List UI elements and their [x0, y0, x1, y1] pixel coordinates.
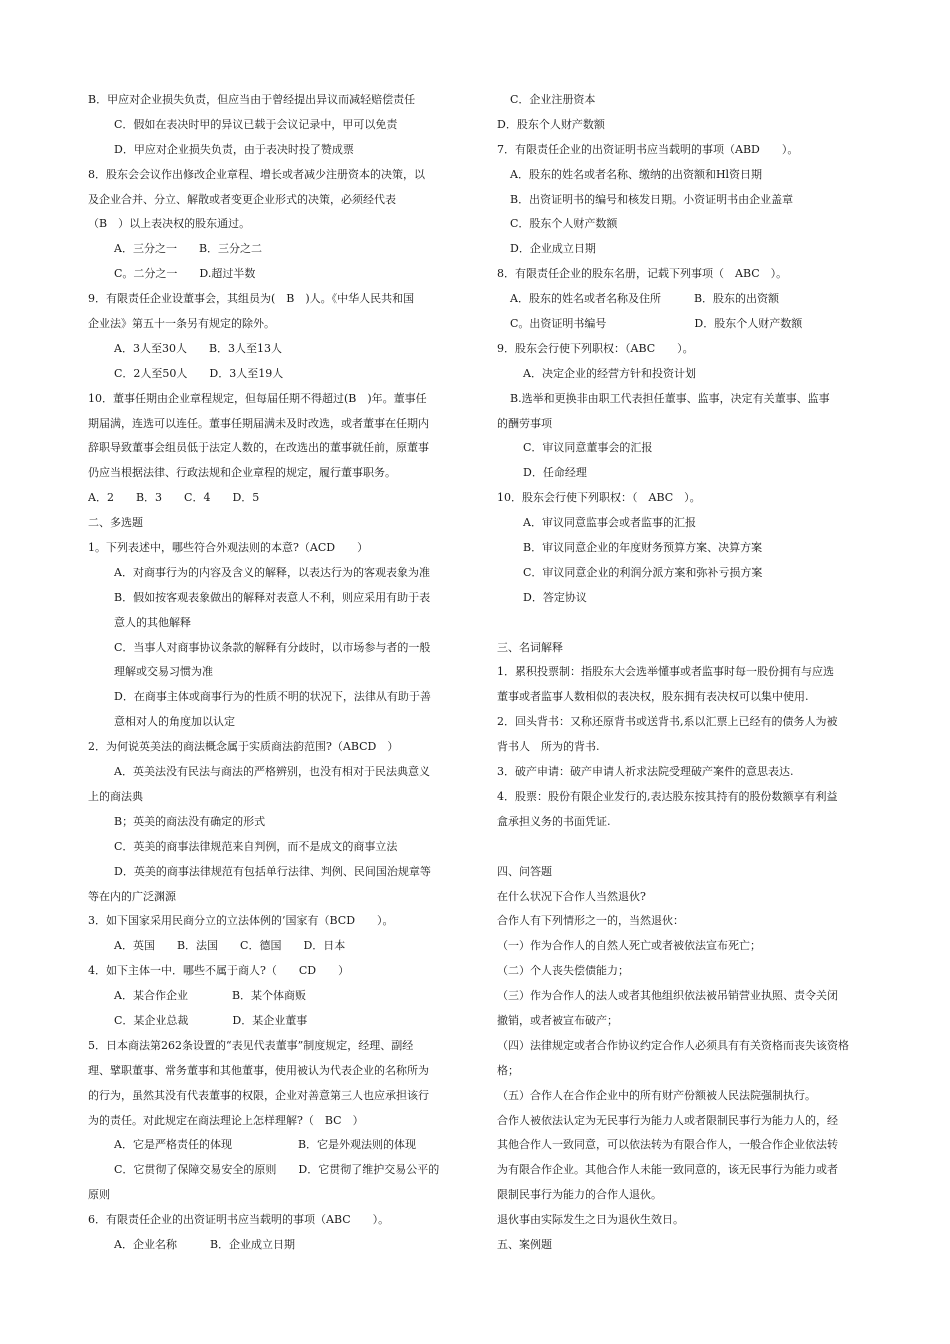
text-line: B．甲应对企业损失负责，但应当由于曾经提出异议而减轻赔偿责任	[88, 93, 416, 106]
text-line: D．在商事主体或商事行为的性质不明的状况下，法律从有助于善	[114, 690, 431, 704]
text-line: 仍应当根据法律、行政法规和企业章程的规定，履行董事职务。	[88, 466, 396, 480]
text-line: 原则	[88, 1188, 110, 1202]
text-line: 2．为何说英美法的商法概念属于实质商法韵范围?（ABCD ）	[88, 740, 399, 754]
text-line: 背书人 所为的背书.	[497, 740, 600, 754]
text-line: C．2人至50人 D．3人至19人	[114, 366, 284, 380]
text-line: 四、问答题	[497, 864, 552, 878]
text-line: A．英国 B．法国 C．德国 D．日本	[114, 939, 346, 953]
text-line: （三）作为合作人的法人或者其他组织依法被吊销营业执照、责令关闭	[497, 989, 838, 1003]
text-line: 格；	[497, 1063, 519, 1077]
right-column	[497, 88, 872, 1258]
text-line: A．股东的姓名或者名称及住所 B．股东的出资额	[510, 292, 780, 306]
text-line: C。二分之一 D.超过半数	[114, 267, 256, 281]
text-line: C．审议同意董事会的汇报	[523, 441, 653, 455]
text-line: 7．有限责任企业的出资证明书应当载明的事项（ABD ）。	[497, 142, 799, 156]
text-line: A．2 B．3 C．4 D．5	[88, 491, 260, 505]
text-line	[497, 611, 872, 636]
text-line: 9．有限责任企业设董事会，其组员为( B )人。《中华人民共和国	[88, 292, 415, 306]
text-line: 1．累积投票制：指股东大会选举懂事或者监事时每一股份拥有与应选	[497, 665, 834, 679]
left-column	[88, 88, 466, 1258]
text-line: 3．如下国家采用民商分立的立法体例的’国家有（BCD ）。	[88, 914, 394, 928]
text-line: B．审议同意企业的年度财务预算方案、决算方案	[523, 541, 763, 555]
text-line: 退伙事由实际发生之日为退伙生效日。	[497, 1213, 684, 1227]
text-line: D．股东个人财产数额	[497, 117, 605, 131]
text-line: 意相对人的角度加以认定	[114, 715, 235, 729]
text-line: 盒承担义务的书面凭证.	[497, 814, 611, 828]
text-line: C．假如在表决时甲的异议已载于会议记录中，甲可以免责	[114, 117, 398, 131]
text-line: A．3人至30人 B．3人至13人	[114, 341, 283, 355]
text-line: 为的责任。对此规定在商法理论上怎样理解?（ BC ）	[88, 1113, 364, 1127]
text-line: （五）合作人在合作企业中的所有财产份额被人民法院强制执行。	[497, 1088, 816, 1102]
text-line: 合作人有下列情形之一的，当然退伙：	[497, 914, 684, 928]
text-line: 理解或交易习惯为准	[114, 665, 213, 679]
text-line: （二）个人丧失偿债能力；	[497, 964, 629, 978]
text-line: B.选举和更换非由职工代表担任董事、监事，决定有关董事、监事	[510, 391, 830, 405]
text-line: 在什么状况下合作人当然退伙?	[497, 889, 646, 903]
text-line: （四）法律规定或者合作协议约定合作人必须具有有关资格而丧失该资格	[497, 1038, 849, 1052]
text-line: 为有限合作企业。其他合作人未能一致同意的，该无民事行为能力或者	[497, 1163, 838, 1177]
text-line: 意人的其他解释	[114, 615, 191, 629]
text-line: C．它贯彻了保障交易安全的原则 D．它贯彻了维护交易公平的	[114, 1163, 440, 1177]
text-line: A．决定企业的经营方针和投资计划	[523, 366, 696, 380]
text-line: B．出资证明书的编号和核发日期。小资证明书由企业盖章	[510, 192, 794, 206]
text-line: 5．日本商法第262条设置的“表见代表董事”制度规定，经理、副经	[88, 1038, 414, 1052]
text-line: D．甲应对企业损失负责，由于表决时投了赞成票	[114, 142, 354, 156]
text-line: 上的商法典	[88, 789, 143, 803]
text-line: C．企业注册资本	[510, 93, 596, 106]
text-line: C．英美的商事法律规范来自判例，而不是成文的商事立法	[114, 839, 398, 853]
text-line: 理、擘职董事、常务董事和其他董事，使用被认为代表企业的名称所为	[88, 1063, 429, 1077]
text-line: 五、案例题	[497, 1237, 552, 1251]
text-line: 10．董事任期由企业章程规定，但每届任期不得超过(B )年。董事任	[88, 391, 427, 405]
text-line: 撤销，或者被宣布破产；	[497, 1013, 618, 1027]
text-line: 限制民事行为能力的合作人退伙。	[497, 1188, 662, 1202]
text-line: C．当事人对商事协议条款的解释有分歧时，以市场参与者的一般	[114, 640, 431, 654]
text-line: 2．回头背书：又称还原背书或送背书,系以汇票上已经有的债务人为被	[497, 715, 838, 729]
text-line: 4．如下主体一中．哪些不属于商人?（ CD ）	[88, 964, 350, 978]
text-line: 的酬劳事项	[497, 416, 552, 430]
text-line: A．股东的姓名或者名称、缴纳的出资额和Hl资日期	[510, 167, 763, 181]
text-line: D．英美的商事法律规范有包括单行法律、判例、民间国治规章等	[114, 864, 431, 878]
text-line: A．三分之一 B．三分之二	[114, 242, 263, 256]
text-line: 9．股东会行使下列职权：（ABC ）。	[497, 341, 694, 355]
text-line: 3．破产申请：破产申请人祈求法院受理破产案件的意思表达.	[497, 765, 794, 779]
text-line: B．假如按客观表象做出的解释对表意人不利，则应采用有助于表	[114, 590, 431, 604]
text-line: 8．有限责任企业的股东名册，记载下列事项（ ABC ）。	[497, 267, 788, 281]
text-line: 10．股东会行使下列职权：（ ABC ）。	[497, 491, 701, 505]
text-line: 及企业合并、分立、解散或者变更企业形式的决策，必须经代表	[88, 192, 396, 206]
text-line: D．任命经理	[523, 466, 587, 480]
text-line: 合作人被依法认定为无民事行为能力人或者限制民事行为能力人的，经	[497, 1113, 838, 1127]
text-line	[497, 835, 872, 860]
text-line: 等在内的广泛渊源	[88, 889, 176, 903]
text-line: C．某企业总裁 D．某企业董事	[114, 1013, 308, 1027]
text-line: A．企业名称 B．企业成立日期	[114, 1237, 296, 1251]
text-line: C．股东个人财产数额	[510, 217, 618, 231]
text-line: C．审议同意企业的利润分派方案和弥补亏损方案	[523, 565, 763, 579]
text-line: A．对商事行为的内容及含义的解释，以表达行为的客观表象为准	[114, 565, 430, 579]
text-line: A．它是严格责任的体现 B．它是外观法则的体现	[114, 1138, 417, 1152]
text-line: 6．有限责任企业的出资证明书应当载明的事项（ABC ）。	[88, 1213, 390, 1227]
text-line: 董事或者监事人数相似的表决权，股东拥有表决权可以集中使用.	[497, 690, 809, 704]
text-line: 4．股票：股份有限企业发行的,表达股东按其持有的股份数额享有利益	[497, 789, 838, 803]
text-line: A．审议同意监事会或者监事的汇报	[523, 516, 696, 530]
text-line: 8．股东会会议作出修改企业章程、增长或者减少注册资本的决策，以	[88, 167, 425, 181]
text-line: D．答定协议	[523, 590, 587, 604]
text-line: 三、名词解释	[497, 640, 563, 654]
text-line: （B ）以上表决权的股东通过。	[88, 217, 251, 231]
text-line: 企业法》第五十一条另有规定的除外。	[88, 317, 275, 331]
text-line: D．企业成立日期	[510, 242, 596, 256]
text-line: 1。下列表述中，哪些符合外观法则的本意?（ACD ）	[88, 541, 369, 555]
text-line: 辞职导致董事会组员低于法定人数的，在改选出的董事就任前，原董事	[88, 441, 429, 455]
text-line: （一）作为合作人的自然人死亡或者被依法宣布死亡；	[497, 939, 761, 953]
text-line: A．某合作企业 B．某个体商贩	[114, 989, 307, 1003]
text-line: 期届满，连选可以连任。董事任期届满未及时改选，或者董事在任期内	[88, 416, 429, 430]
text-line: 二、多选题	[88, 516, 143, 530]
text-line: C。出资证明书编号 D．股东个人财产数额	[510, 317, 803, 331]
text-line: 其他合作人一致同意，可以依法转为有限合作人，一般合作企业依法转	[497, 1138, 838, 1152]
text-line: 的行为，虽然其没有代表董事的权限，企业对善意第三人也应承担该行	[88, 1088, 429, 1102]
text-line: A．英美法没有民法与商法的严格辨别，也没有相对于民法典意义	[114, 765, 430, 779]
text-line: B；英美的商法没有确定的形式	[114, 814, 266, 828]
